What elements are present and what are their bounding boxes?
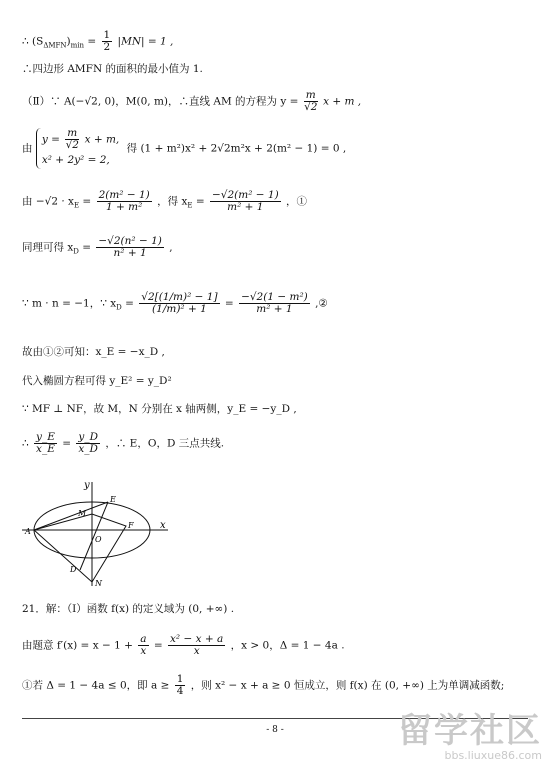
mn-relation-line: ∵ m · n = −1，∵ $x_D$ = $\frac{\text{√2[(1/m)² − 1]}}{\text{(1/m)² + 1}}$ = $\frac{\text{−√2(1 − m²)}}{\text{m² + 1}}$ ,② xyxy=(22,291,328,315)
label-D: D xyxy=(70,565,77,574)
watermark-logo xyxy=(398,712,542,762)
label-E: E xyxy=(110,495,116,504)
equation-system-line: 由 y = $\frac{m}{√2}$ x + m, x² + 2y² = 2, 得 (1 + m²)x² + 2√2m²x + 2(m² − 1) = 0 , xyxy=(22,128,540,169)
fraction: $\frac{m}{√2}$ xyxy=(65,127,79,151)
label-O: O xyxy=(95,535,102,544)
ellipse-diagram xyxy=(22,478,182,590)
label-F: F xyxy=(128,521,134,530)
fraction: $\frac{a}{x}$ xyxy=(140,633,147,657)
derivative-line: 由题意 f′(x) = x − 1 + $\frac{a}{x}$ = $\frac{\text{x² − x + a}}{x}$ ，x > 0，Δ = 1 − 4a . xyxy=(22,633,345,657)
label-M: M xyxy=(78,509,87,518)
collinear-conclusion: ∴ $\frac{y\_E}{x\_E}$ = $\frac{y\_D}{x\_D}$ ，∴ E，O，D 三点共线. xyxy=(22,431,225,455)
perpendicular-line: ∵ MF ⊥ NF，故 M，N 分别在 x 轴两侧，y_E = −y_D , xyxy=(22,403,297,415)
quad-area-conclusion: ∴四边形 AMFN 的面积的最小值为 1. xyxy=(22,63,203,75)
fraction: $\frac{\text{−√2(m² − 1)}}{\text{m² + 1}}$ xyxy=(211,189,279,213)
label-A: A xyxy=(25,527,31,536)
xd-derivation: 同理可得 $x_D$ = $\frac{\text{−√2(n² − 1)}}{\text{n² + 1}}$ , xyxy=(22,235,173,259)
xe-xd-relation: 故由①②可知：x_E = −x_D , xyxy=(22,346,165,358)
fraction: $\frac{\text{√2[(1/m)² − 1]}}{\text{(1/m)² + 1}}$ xyxy=(141,291,218,315)
watermark-title: 留学社区 xyxy=(398,711,542,751)
label-x: x xyxy=(160,520,166,531)
fraction: $\frac{1}{2}$ xyxy=(103,29,111,53)
page-number: - 8 - xyxy=(266,725,284,735)
fraction: $\frac{\text{x² − x + a}}{x}$ xyxy=(170,633,224,657)
watermark-url: bbs.liuxue86.com xyxy=(444,749,542,762)
fraction: $\frac{y\_D}{x\_D}$ xyxy=(78,431,98,455)
label-y: y xyxy=(84,480,90,491)
fraction: $\frac{y\_E}{x\_E}$ xyxy=(36,431,55,455)
ellipse-substitution: 代入椭圆方程可得 y_E² = y_D² xyxy=(22,375,172,387)
xe-derivation: 由 $-√2 \cdot x_E$ = $\frac{\text{2(m² − 1)}}{\text{1 + m²}}$ ，得 $x_E$ = $\frac{\text{−√2(m² − 1)}}{\text{m² + 1}}$ ，① xyxy=(22,189,308,213)
equation-system: y = $\frac{m}{√2}$ x + m, x² + 2y² = 2, xyxy=(36,128,119,169)
line-am-equation: （Ⅱ）∵ A(−√2, 0)，M(0, m)，∴直线 AM 的方程为 y = $\frac{m}{√2}$ x + m , xyxy=(22,89,362,113)
q21-heading: 21．解：（Ⅰ）函数 f(x) 的定义域为 (0, +∞) . xyxy=(22,603,235,615)
fraction: $\frac{m}{√2}$ xyxy=(304,89,318,113)
case-one-line: ①若 Δ = 1 − 4a ≤ 0，即 a ≥ $\frac{1}{4}$ ，则 x² − x + a ≥ 0 恒成立，则 f(x) 在 (0, +∞) 上为单调减函数; xyxy=(22,673,505,697)
fraction: $\frac{\text{2(m² − 1)}}{\text{1 + m²}}$ xyxy=(98,189,150,213)
min-area-line: ∴ $(S_{\Delta MFN})_{min}$ = $\frac{1}{2}$ |MN| = 1 , xyxy=(22,29,174,53)
fraction: $\frac{1}{4}$ xyxy=(176,673,184,697)
fraction: $\frac{\text{−√2(n² − 1)}}{\text{n² + 1}}$ xyxy=(98,235,162,259)
label-N: N xyxy=(95,579,102,588)
fraction: $\frac{\text{−√2(1 − m²)}}{\text{m² + 1}}$ xyxy=(241,291,308,315)
